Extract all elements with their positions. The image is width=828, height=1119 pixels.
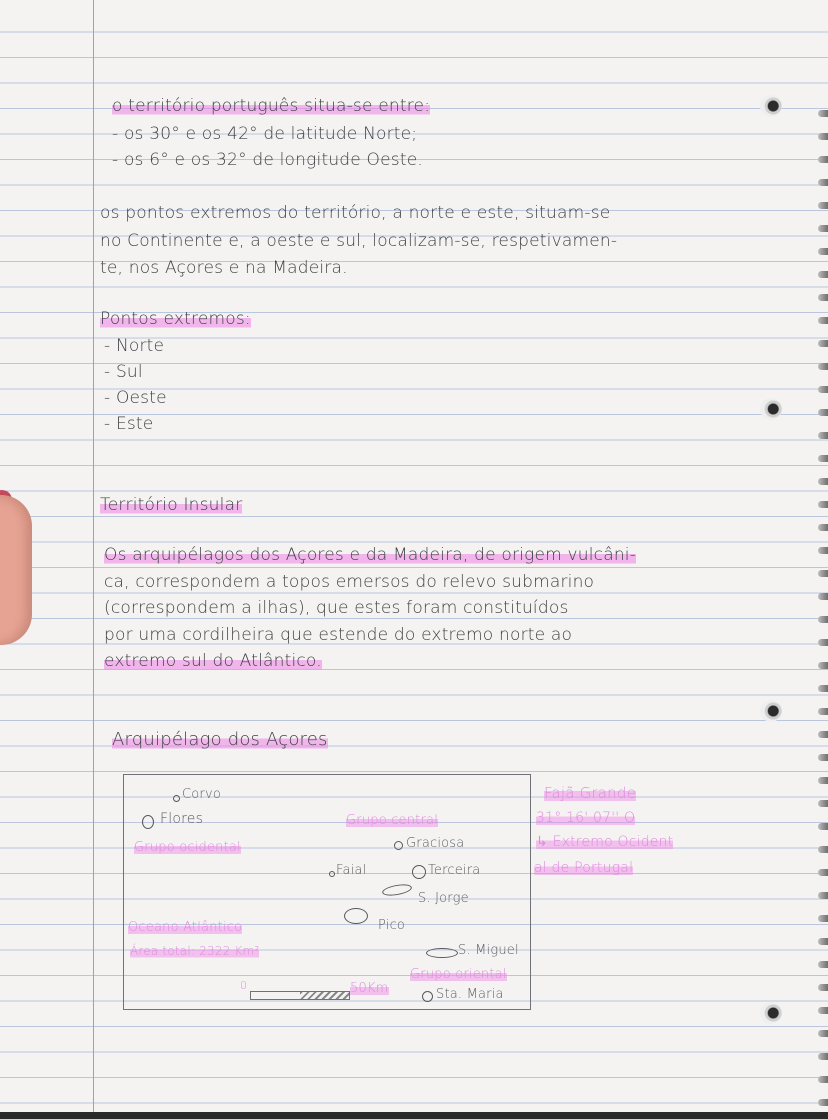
- spiral-coil: [818, 432, 828, 439]
- spiral-coil: [818, 340, 828, 347]
- spiral-coil: [818, 547, 828, 554]
- spiral-coil: [818, 156, 828, 163]
- spiral-coil: [818, 984, 828, 991]
- s-jorge-island: [381, 882, 412, 897]
- intro-line-1: o território português situa-se entre:: [112, 96, 431, 116]
- azores-map: [123, 774, 531, 1010]
- insular-title: Território Insular: [100, 495, 243, 515]
- spiral-coil: [818, 133, 828, 140]
- spiral-coil: [818, 869, 828, 876]
- spiral-coil: [818, 616, 828, 623]
- binder-hole: [760, 398, 782, 420]
- spiral-coil: [818, 685, 828, 692]
- spiral-coil: [818, 248, 828, 255]
- graciosa-island: [394, 841, 403, 850]
- faial-island: [329, 871, 335, 877]
- finger: [0, 495, 32, 645]
- sta-maria-label: Sta. Maria: [436, 987, 504, 1002]
- spiral-coil: [818, 455, 828, 462]
- corvo-island: [173, 795, 180, 802]
- scale-bar: [250, 991, 350, 1000]
- spiral-coil: [818, 961, 828, 968]
- s-miguel-island: [426, 948, 458, 958]
- corvo-label: Corvo: [182, 787, 222, 802]
- point-item: - Este: [104, 414, 154, 434]
- spiral-coil: [818, 938, 828, 945]
- point-item: - Oeste: [104, 388, 167, 408]
- spiral-coil: [818, 639, 828, 646]
- extremes-line-2: no Continente e, a oeste e sul, localizam-se, respetivamen-: [100, 231, 618, 251]
- faial-label: Faial: [336, 863, 367, 878]
- area-label: Área total: 2322 Km²: [130, 944, 260, 958]
- terceira-label: Terceira: [428, 863, 481, 878]
- spiral-coil: [818, 915, 828, 922]
- spiral-coil: [818, 271, 828, 278]
- insular-line-1: Os arquipélagos dos Açores e da Madeira, de origem vulcâni-: [104, 545, 637, 565]
- spiral-coil: [818, 317, 828, 324]
- note-line-4: al de Portugal: [534, 860, 634, 876]
- note-line-1: Fajã Grande: [544, 784, 637, 802]
- spiral-coil: [818, 501, 828, 508]
- spiral-coil: [818, 110, 828, 117]
- s-jorge-label: S. Jorge: [418, 891, 469, 906]
- azores-title: Arquipélago dos Açores: [112, 729, 328, 750]
- spiral-coil: [818, 800, 828, 807]
- point-item: - Sul: [104, 362, 143, 382]
- oceano-label: Oceano Atlântico: [128, 920, 243, 935]
- spiral-coil: [818, 363, 828, 370]
- spiral-coil: [818, 1030, 828, 1037]
- grupo-ocidental-label: Grupo ocidental: [134, 840, 241, 855]
- spiral-coil: [818, 708, 828, 715]
- spiral-coil: [818, 1099, 828, 1106]
- sta-maria-island: [422, 991, 433, 1002]
- spiral-coil: [818, 777, 828, 784]
- flores-island: [142, 815, 154, 829]
- spiral-coil: [818, 570, 828, 577]
- spiral-coil: [818, 846, 828, 853]
- intro-line-3: - os 6° e os 32° de longitude Oeste.: [112, 150, 423, 170]
- spiral-coil: [818, 179, 828, 186]
- points-title: Pontos extremos:: [100, 309, 251, 329]
- spiral-coil: [818, 225, 828, 232]
- grupo-central-label: Grupo central: [346, 813, 439, 828]
- spiral-coil: [818, 1053, 828, 1060]
- margin-line: [93, 0, 94, 1112]
- scale-zero: 0: [240, 979, 248, 992]
- binder-hole: [760, 700, 782, 722]
- extremes-line-1: os pontos extremos do território, a norte e este, situam-se: [100, 203, 611, 223]
- insular-line-4: por uma cordilheira que estende do extremo norte ao: [104, 625, 573, 645]
- spiral-coil: [818, 524, 828, 531]
- spiral-coil: [818, 731, 828, 738]
- terceira-island: [412, 865, 426, 879]
- spiral-coil: [818, 662, 828, 669]
- binder-hole: [760, 1002, 782, 1024]
- spiral-coil: [818, 892, 828, 899]
- spiral-coil: [818, 823, 828, 830]
- flores-label: Flores: [160, 811, 204, 827]
- pico-island: [344, 908, 368, 924]
- intro-line-2: - os 30° e os 42° de latitude Norte;: [112, 124, 418, 144]
- spiral-coil: [818, 478, 828, 485]
- s-miguel-label: S. Miguel: [458, 943, 519, 958]
- note-line-2: 31° 16' 07'' O: [536, 810, 636, 826]
- pico-label: Pico: [378, 918, 406, 933]
- binder-hole: [760, 95, 782, 117]
- spiral-coil: [818, 754, 828, 761]
- insular-line-2: ca, correspondem a topos emersos do relevo submarino: [104, 572, 595, 592]
- point-item: - Norte: [104, 336, 165, 356]
- insular-line-3: (correspondem a ilhas), que estes foram constituídos: [104, 598, 569, 618]
- graciosa-label: Graciosa: [406, 836, 465, 851]
- insular-line-5: extremo sul do Atlântico.: [104, 651, 322, 671]
- spiral-coil: [818, 593, 828, 600]
- note-line-3: ↳ Extremo Ocident: [536, 834, 674, 850]
- extremes-line-3: te, nos Açores e na Madeira.: [100, 258, 348, 278]
- spiral-coil: [818, 409, 828, 416]
- spiral-coil: [818, 386, 828, 393]
- spiral-coil: [818, 1076, 828, 1083]
- spiral-coil: [818, 294, 828, 301]
- spiral-coil: [818, 1007, 828, 1014]
- spiral-coil: [818, 202, 828, 209]
- scale-label: 50Km: [350, 981, 389, 996]
- grupo-oriental-label: Grupo oriental: [410, 967, 507, 982]
